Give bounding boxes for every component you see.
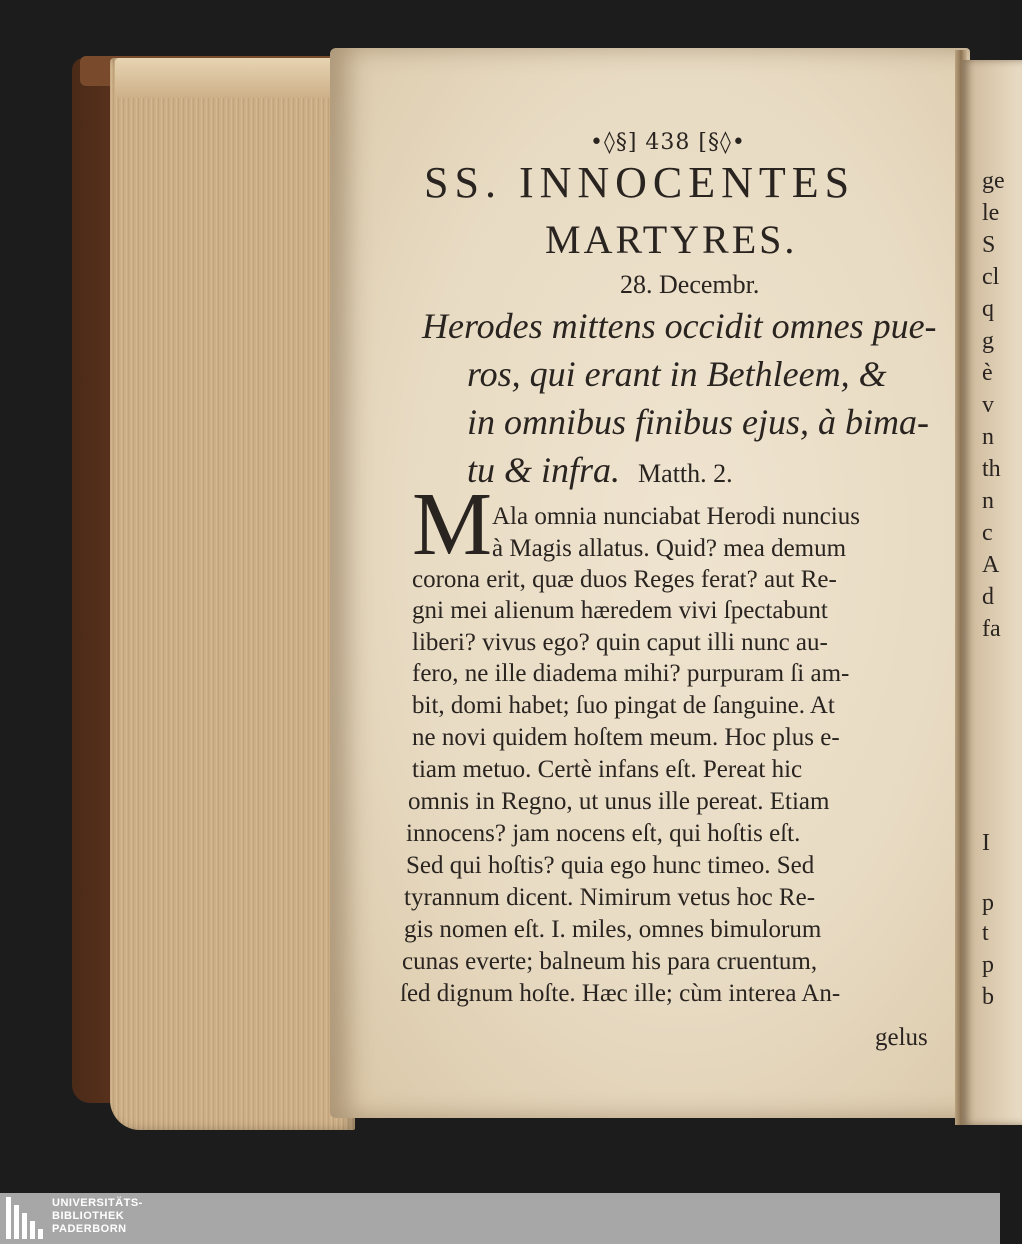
facing-fragment: q <box>982 296 994 322</box>
body-line: bit, domi habet; ſuo pingat de ſanguine. At <box>412 692 835 719</box>
facing-fragment: le <box>982 200 1000 226</box>
body-line: liberi? vivus ego? quin caput illi nunc au- <box>412 629 828 656</box>
facing-fragment: A <box>982 552 1000 578</box>
body-line: fero, ne ille diadema mihi? purpuram ſi am- <box>412 660 850 687</box>
facing-fragment: cl <box>982 264 1000 290</box>
body-line: tyrannum dicent. Nimirum vetus hoc Re- <box>404 884 816 911</box>
body-line: tiam metuo. Certè infans eſt. Pereat hic <box>412 756 803 783</box>
feast-date: 28. Decembr. <box>620 270 760 299</box>
facing-fragment: b <box>982 984 994 1010</box>
running-head: •◊§] 438 [§◊• <box>590 130 746 155</box>
epigraph-reference: Matth. 2. <box>638 459 733 488</box>
body-line: cunas everte; balneum his para cruentum, <box>402 948 818 975</box>
facing-fragment: n <box>982 424 994 450</box>
facing-fragment: S <box>982 232 996 258</box>
library-logo-icon <box>6 1197 46 1239</box>
epigraph-text: tu & infra. <box>467 450 621 490</box>
body-line: ne novi quidem hoſtem meum. Hoc plus e- <box>412 724 840 751</box>
body-line: gis nomen eſt. I. miles, omnes bimulorum <box>404 916 822 943</box>
facing-fragment: p <box>982 952 994 978</box>
body-line: gni mei alienum hæredem vivi ſpectabunt <box>412 597 828 624</box>
body-line: à Magis allatus. Quid? mea demum <box>492 535 847 562</box>
title-line-2: MARTYRES. <box>545 217 798 262</box>
facing-fragment: t <box>982 920 989 946</box>
library-name[interactable] <box>52 1197 143 1236</box>
body-line: corona erit, quæ duos Reges ferat? aut Re- <box>412 566 837 593</box>
epigraph-line: Herodes mittens occidit omnes pue- <box>422 306 937 346</box>
epigraph-line <box>467 449 733 491</box>
facing-fragment: c <box>982 520 993 546</box>
catchword: gelus <box>875 1024 928 1051</box>
body-line: ſed dignum hoſte. Hæc ille; cùm interea An- <box>400 980 841 1007</box>
facing-fragment: è <box>982 360 993 386</box>
library-line-1: UNIVERSITÄTS- <box>52 1197 143 1209</box>
facing-fragment: ge <box>982 168 1005 194</box>
library-line-2: BIBLIOTHEK <box>52 1210 125 1222</box>
facing-fragment: fa <box>982 616 1001 642</box>
body-line: omnis in Regno, ut unus ille pereat. Etiam <box>408 788 830 815</box>
facing-fragment: d <box>982 584 994 610</box>
facing-fragment: th <box>982 456 1001 482</box>
epigraph-line: ros, qui erant in Bethleem, & <box>467 354 887 394</box>
library-footer <box>0 1193 1000 1244</box>
facing-fragment: g <box>982 328 994 354</box>
body-line: Ala omnia nunciabat Herodi nuncius <box>492 503 860 530</box>
facing-fragment: I <box>982 830 990 856</box>
body-line: innocens? jam nocens eſt, qui hoſtis eſt. <box>406 820 801 847</box>
facing-fragment: v <box>982 392 994 418</box>
epigraph-line: in omnibus finibus ejus, à bima- <box>467 402 930 442</box>
page-edges <box>110 58 355 1130</box>
page-edges-top <box>115 58 355 98</box>
drop-cap: M <box>412 475 493 574</box>
title-line-1: SS. INNOCENTES <box>424 158 856 207</box>
facing-fragment: p <box>982 890 994 916</box>
body-line: Sed qui hoſtis? quia ego hunc timeo. Sed <box>406 852 815 879</box>
facing-fragment: n <box>982 488 994 514</box>
library-line-3: PADERBORN <box>52 1223 127 1235</box>
